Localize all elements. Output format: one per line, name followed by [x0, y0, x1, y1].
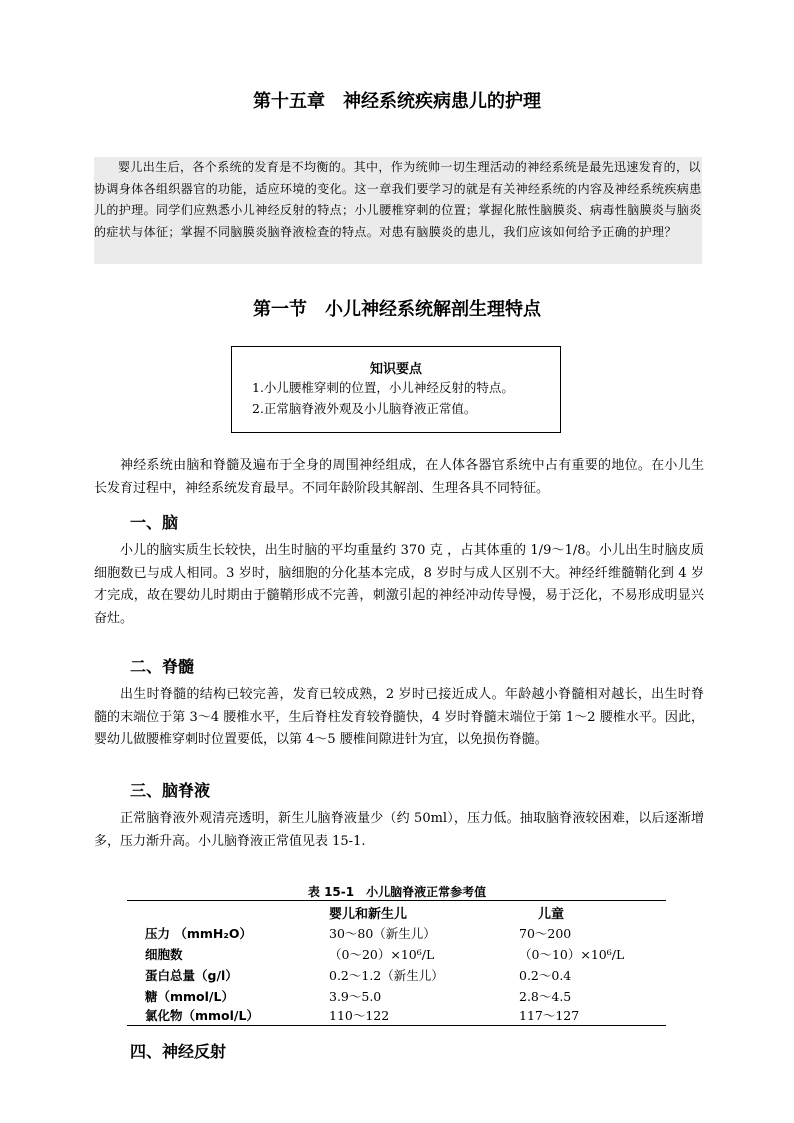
table-cell: 氯化物（mmol/L）: [145, 1008, 259, 1023]
table-cell: 糖（mmol/L）: [145, 989, 234, 1004]
overview-paragraph: 神经系统由脑和脊髓及遍布于全身的周围神经组成，在人体各器官系统中占有重要的地位。在小儿生长发育过程中，神经系统发育最早。不同年龄阶段其解剖、生理各具不同特征。: [94, 458, 704, 496]
table-caption: 表 15-1 小儿脑脊液正常参考值: [307, 885, 487, 899]
knowledge-item: 1.小儿腰椎穿刺的位置，小儿神经反射的特点。: [252, 380, 514, 395]
table-row: [145, 924, 665, 945]
table-row: [145, 945, 665, 966]
heading-csf: 三、脑脊液: [130, 781, 211, 800]
csf-paragraph: 正常脑脊液外观清亮透明，新生儿脑脊液量少（约 50ml），压力低。抽取脑脊液较困难，以后逐渐增多，压力渐升高。小儿脑脊液正常值见表 15-1.: [94, 811, 704, 849]
table-row: [145, 966, 665, 987]
table-bottom-rule: [127, 1025, 666, 1026]
table-cell: 0.2～1.2（新生儿）: [329, 968, 444, 983]
section-title: 第一节 小儿神经系统解剖生理特点: [253, 299, 541, 320]
knowledge-box-title: 知识要点: [369, 362, 422, 377]
knowledge-item: 2.正常脑脊液外观及小儿脑脊液正常值。: [252, 401, 477, 416]
table-cell: 117～127: [519, 1008, 580, 1023]
brain-paragraph: 小儿的脑实质生长较快，出生时脑的平均重量约 370 克 ，占其体重的 1/9～1/8。小儿出生时脑皮质细胞数已与成人相同。3 岁时，脑细胞的分化基本完成，8 岁时与成人区别不大。神经纤维髓鞘化到 4 岁才完成，故在婴幼儿时期由于髓鞘形成不完善，刺激引起的神经冲动传导慢，易于泛化，不易形成明显兴奋灶。: [94, 543, 704, 626]
table-header-child: 儿童: [538, 907, 565, 922]
table-cell: 细胞数: [145, 947, 183, 962]
spinal-cord-paragraph: 出生时脊髓的结构已较完善，发育已较成熟，2 岁时已接近成人。年龄越小脊髓相对越长，出生时脊髓的末端位于第 3～4 腰椎水平，生后脊柱发育较脊髓快，4 岁时脊髓末端位于第 1～2 腰椎水平。因此，婴幼儿做腰椎穿刺时位置要低，以第 4～5 腰椎间隙进针为宜，以免损伤脊髓。: [94, 687, 704, 747]
table-top-rule: [127, 900, 666, 901]
table-cell: 2.8～4.5: [519, 989, 572, 1004]
heading-neural-reflex: 四、神经反射: [130, 1042, 227, 1061]
heading-spinal-cord: 二、脊髓: [130, 657, 195, 676]
table-header-row: [145, 903, 665, 924]
table-cell: 0.2～0.4: [519, 968, 572, 983]
knowledge-box: [231, 346, 561, 433]
table-header-infant: 婴儿和新生儿: [329, 907, 408, 922]
chapter-title: 第十五章 神经系统疾病患儿的护理: [253, 91, 541, 112]
heading-brain: 一、脑: [130, 513, 179, 532]
table-cell: 30～80（新生儿）: [329, 926, 436, 941]
table-cell: 压力 （mmH₂O）: [145, 926, 252, 941]
table-cell: （0～20）×10⁶/L: [329, 947, 435, 962]
table-cell: 70～200: [519, 926, 572, 941]
table-row: [145, 1006, 665, 1027]
table-cell: 3.9～5.0: [329, 989, 382, 1004]
table-cell: 蛋白总量（g/l）: [145, 968, 238, 983]
table-cell: （0～10）×10⁶/L: [519, 947, 625, 962]
table-cell: 110～122: [329, 1008, 390, 1023]
table-row: [145, 987, 665, 1008]
intro-paragraph: 婴儿出生后，各个系统的发育是不均衡的。其中，作为统帅一切生理活动的神经系统是最先迅速发育的，以协调身体各组织器官的功能，适应环境的变化。这一章我们要学习的就是有关神经系统的内容及神经系统疾病患儿的护理。同学们应熟悉小儿神经反射的特点；小儿腰椎穿刺的位置；掌握化脓性脑膜炎、病毒性脑膜炎与脑炎的症状与体征；掌握不同脑膜炎脑脊液检查的特点。对患有脑膜炎的患儿，我们应该如何给予正确的护理？: [94, 157, 702, 264]
